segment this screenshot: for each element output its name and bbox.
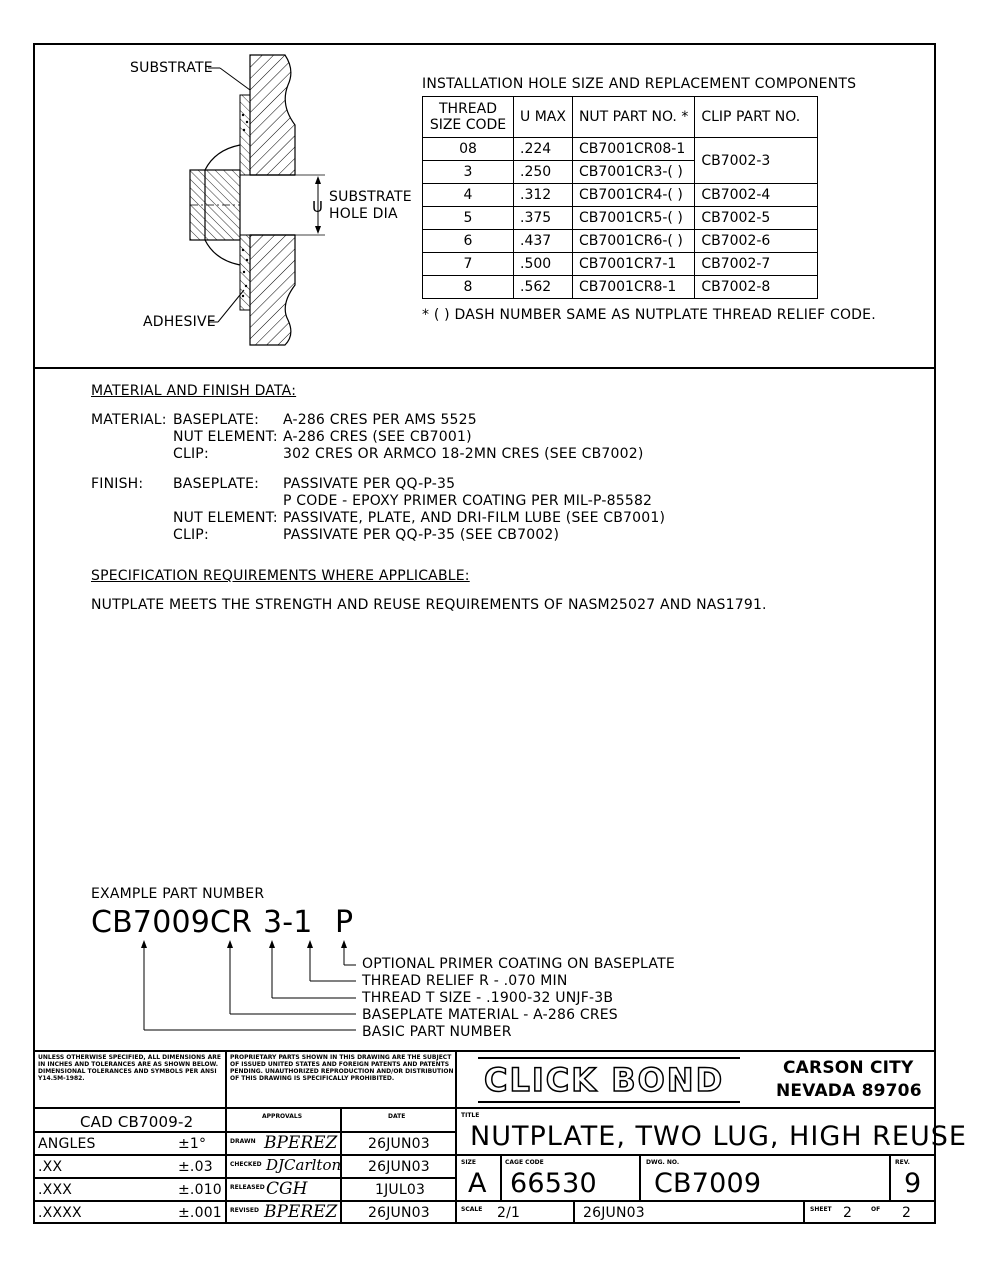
date-header-box xyxy=(341,1108,456,1132)
approval-signature: BPEREZ xyxy=(264,1202,338,1222)
approval-signature: DJCarlton xyxy=(266,1156,342,1174)
cell-clip: CB7002-8 xyxy=(695,276,818,299)
table-row xyxy=(423,230,818,253)
tol-label: .XX xyxy=(38,1159,63,1175)
approval-date: 26JUN03 xyxy=(368,1136,430,1152)
sheet-label: SHEET xyxy=(810,1206,832,1213)
approval-role: RELEASED xyxy=(230,1184,265,1191)
finish-label: FINISH: xyxy=(91,476,144,492)
cell-clip: CB7002-5 xyxy=(695,207,818,230)
cell-umax: .562 xyxy=(514,276,573,299)
sheet-total: 2 xyxy=(902,1205,912,1221)
callout-primer: OPTIONAL PRIMER COATING ON BASEPLATE xyxy=(362,956,675,972)
adhesive-label: ADHESIVE xyxy=(143,314,216,330)
table-row xyxy=(423,207,818,230)
nut-element-label: NUT ELEMENT: xyxy=(173,429,278,445)
proprietary-note: PROPRIETARY PARTS SHOWN IN THIS DRAWING ARE THE SUBJECT OF ISSUED UNITED STATES AND FOREIGN PATENTS AND PATENTS PENDING. UNAUTHORIZED REPRODUCTION AND/OR DISTRIBUTION OF THIS DRAWING IS SPECIFICALLY PROHIBITED. xyxy=(230,1054,454,1082)
size-label: SIZE xyxy=(461,1159,477,1166)
cell-code: 4 xyxy=(423,184,514,207)
cage-label: CAGE CODE xyxy=(505,1159,544,1166)
company-state-zip: NEVADA 89706 xyxy=(776,1081,922,1101)
section-divider xyxy=(33,367,936,369)
cell-umax: .437 xyxy=(514,230,573,253)
table-row xyxy=(423,138,818,161)
approval-signature: CGH xyxy=(266,1179,308,1199)
finish-clip-label: CLIP: xyxy=(173,527,209,543)
cell-umax: .250 xyxy=(514,161,573,184)
tol-label: .XXXX xyxy=(38,1205,82,1221)
material-baseplate-value: A-286 CRES PER AMS 5525 xyxy=(283,412,477,428)
callout-thread-relief: THREAD RELIEF R - .070 MIN xyxy=(362,973,568,989)
callout-thread-size: THREAD T SIZE - .1900-32 UNJF-3B xyxy=(362,990,614,1006)
clip-label: CLIP: xyxy=(173,446,209,462)
approval-role: REVISED xyxy=(230,1207,259,1214)
cell-clip: CB7002-7 xyxy=(695,253,818,276)
substrate-label: SUBSTRATE xyxy=(130,60,213,76)
cell-umax: .224 xyxy=(514,138,573,161)
spec-heading: SPECIFICATION REQUIREMENTS WHERE APPLICABLE: xyxy=(91,568,470,584)
tol-value: ±.001 xyxy=(178,1205,222,1221)
cell-umax: .312 xyxy=(514,184,573,207)
finish-nut-label: NUT ELEMENT: xyxy=(173,510,278,526)
approval-signature: BPEREZ xyxy=(264,1133,338,1153)
example-part-basic: CB7009 xyxy=(91,905,211,940)
tol-label: .XXX xyxy=(38,1182,73,1198)
install-table-footnote: * ( ) DASH NUMBER SAME AS NUTPLATE THREAD RELIEF CODE. xyxy=(422,307,876,323)
table-row xyxy=(423,184,818,207)
spec-text: NUTPLATE MEETS THE STRENGTH AND REUSE REQUIREMENTS OF NASM25027 AND NAS1791. xyxy=(91,597,767,613)
company-city: CARSON CITY xyxy=(783,1058,914,1078)
scale-value: 2/1 xyxy=(497,1205,521,1221)
table-header-row xyxy=(423,97,818,138)
cell-code: 7 xyxy=(423,253,514,276)
title-label: TITLE xyxy=(461,1112,480,1119)
tol-value: ±.03 xyxy=(178,1159,213,1175)
cell-nut: CB7001CR4-( ) xyxy=(572,184,694,207)
cell-clip: CB7002-4 xyxy=(695,184,818,207)
rev-value: 9 xyxy=(904,1168,922,1199)
tol-label: ANGLES xyxy=(38,1136,96,1152)
cage-value: 66530 xyxy=(510,1168,597,1199)
example-part-thread: 3-1 xyxy=(263,905,313,940)
example-leader-lines xyxy=(130,938,370,1038)
finish-nut-value: PASSIVATE, PLATE, AND DRI-FILM LUBE (SEE CB7001) xyxy=(283,510,666,526)
baseplate-label: BASEPLATE: xyxy=(173,412,260,428)
approval-date: 26JUN03 xyxy=(368,1159,430,1175)
cell-nut: CB7001CR8-1 xyxy=(572,276,694,299)
example-part-material: CR xyxy=(210,905,253,940)
cell-nut: CB7001CR5-( ) xyxy=(572,207,694,230)
size-value: A xyxy=(468,1168,487,1199)
cell-code: 08 xyxy=(423,138,514,161)
scale-label: SCALE xyxy=(461,1206,483,1213)
finish-baseplate-value-1: PASSIVATE PER QQ-P-35 xyxy=(283,476,456,492)
company-name: CLICK BOND xyxy=(484,1061,725,1099)
table-row xyxy=(423,276,818,299)
table-row xyxy=(423,253,818,276)
material-heading: MATERIAL AND FINISH DATA: xyxy=(91,383,297,399)
rev-label: REV. xyxy=(895,1159,910,1166)
finish-clip-value: PASSIVATE PER QQ-P-35 (SEE CB7002) xyxy=(283,527,560,543)
tolerance-note: UNLESS OTHERWISE SPECIFIED, ALL DIMENSIONS ARE IN INCHES AND TOLERANCES ARE AS SHOWN BELOW. DIMENSIONAL TOLERANCES AND SYMBOLS PER ANSI Y14.5M-1982. xyxy=(38,1054,221,1082)
cell-code: 3 xyxy=(423,161,514,184)
approvals-header-box xyxy=(226,1108,341,1132)
approval-date: 1JUL03 xyxy=(375,1182,426,1198)
cell-nut: CB7001CR3-( ) xyxy=(572,161,694,184)
cell-umax: .500 xyxy=(514,253,573,276)
install-table-title: INSTALLATION HOLE SIZE AND REPLACEMENT COMPONENTS xyxy=(422,76,857,92)
of-label: OF xyxy=(871,1206,881,1213)
tol-value: ±.010 xyxy=(178,1182,222,1198)
substrate-hole-label-1: SUBSTRATE xyxy=(329,189,412,205)
example-heading: EXAMPLE PART NUMBER xyxy=(91,886,265,902)
substrate-hole-label-2: HOLE DIA xyxy=(329,206,398,222)
approval-date: 26JUN03 xyxy=(368,1205,430,1221)
header-thread-size: THREAD SIZE CODE xyxy=(423,97,514,138)
finish-baseplate-value-2: P CODE - EPOXY PRIMER COATING PER MIL-P-85582 xyxy=(283,493,653,509)
cell-code: 8 xyxy=(423,276,514,299)
cell-umax: .375 xyxy=(514,207,573,230)
cell-clip: CB7002-3 xyxy=(695,138,818,184)
callout-baseplate-material: BASEPLATE MATERIAL - A-286 CRES xyxy=(362,1007,618,1023)
cell-clip: CB7002-6 xyxy=(695,230,818,253)
u-dimension-label: U xyxy=(312,198,324,216)
scale-date: 26JUN03 xyxy=(583,1205,645,1221)
header-nut-part: NUT PART NO. * xyxy=(572,97,694,138)
approval-role: CHECKED xyxy=(230,1161,262,1168)
cell-nut: CB7001CR7-1 xyxy=(572,253,694,276)
header-u-max: U MAX xyxy=(514,97,573,138)
cad-number: CAD CB7009-2 xyxy=(80,1113,194,1131)
cell-code: 6 xyxy=(423,230,514,253)
cell-code: 5 xyxy=(423,207,514,230)
callout-basic-part: BASIC PART NUMBER xyxy=(362,1024,512,1040)
material-label: MATERIAL: xyxy=(91,412,167,428)
tol-value: ±1° xyxy=(178,1136,207,1152)
date-header: DATE xyxy=(388,1113,406,1120)
sheet-value: 2 xyxy=(843,1205,853,1221)
material-nut-value: A-286 CRES (SEE CB7001) xyxy=(283,429,472,445)
approval-role: DRAWN xyxy=(230,1138,256,1145)
drawing-title: NUTPLATE, TWO LUG, HIGH REUSE xyxy=(470,1121,967,1152)
approvals-header: APPROVALS xyxy=(262,1113,303,1120)
header-clip-part: CLIP PART NO. xyxy=(695,97,818,138)
finish-baseplate-label: BASEPLATE: xyxy=(173,476,260,492)
cell-nut: CB7001CR08-1 xyxy=(572,138,694,161)
example-part-primer: P xyxy=(335,905,354,940)
material-clip-value: 302 CRES OR ARMCO 18-2MN CRES (SEE CB7002) xyxy=(283,446,644,462)
cell-nut: CB7001CR6-( ) xyxy=(572,230,694,253)
dwg-value: CB7009 xyxy=(654,1168,762,1199)
dwg-label: DWG. NO. xyxy=(646,1159,680,1166)
install-table xyxy=(422,96,818,299)
